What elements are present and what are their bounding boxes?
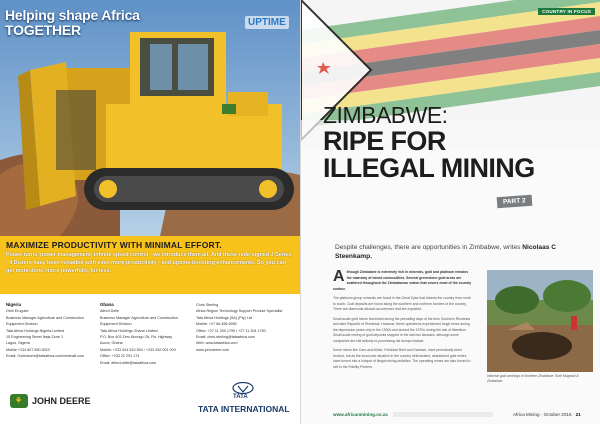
contact-line: Tata Africa Holdings (SA) (Pty) Ltd bbox=[196, 315, 252, 320]
contact-line: Accra, Ghana bbox=[100, 341, 123, 346]
article-headline bbox=[323, 102, 593, 182]
contact-line: Tata Africa Holdings Ghana Limited bbox=[100, 328, 158, 333]
contact-line: Obiri Eruguke bbox=[6, 309, 29, 314]
title-line-3: ILLEGAL MINING bbox=[323, 153, 535, 183]
ad-headline-line2: TOGETHER bbox=[5, 22, 81, 38]
contact-line: Business Manager Agriculture and Construction bbox=[6, 315, 84, 320]
contact-south-africa bbox=[196, 302, 294, 353]
contact-line: Web: www.tataafrica.com bbox=[196, 341, 238, 346]
contact-line: Office: +27 11 200 1790 / +27 11 304 1750 bbox=[196, 328, 266, 333]
contact-line: Mobile: +233 544 510 554 / +233 262 001 009 bbox=[100, 347, 176, 352]
title-line-1: ZIMBABWE: bbox=[323, 102, 448, 128]
footer-issue: October 2016 bbox=[543, 412, 572, 417]
footer-issue-info: Africa Mining · October 2016 · 21 bbox=[513, 412, 581, 417]
standfirst bbox=[335, 243, 585, 261]
contact-line: Email: Oobriotomi@tataafrica.com/nedmail.com bbox=[6, 354, 85, 359]
tata-international-logo: TATA INTERNATIONAL bbox=[198, 404, 290, 414]
ad-slogan: MAXIMIZE PRODUCTIVITY WITH MINIMAL EFFORT. bbox=[6, 240, 222, 250]
tata-wordmark: TATA bbox=[233, 394, 248, 400]
contact-line: Office: +233 22 291 174 bbox=[100, 354, 140, 359]
contact-line: Equipment Division bbox=[6, 322, 38, 327]
contact-region: Ghana bbox=[100, 302, 114, 307]
article-body bbox=[333, 270, 473, 374]
contact-line: Mobile: +27 66 496 6950 bbox=[196, 322, 237, 327]
tata-emblem-icon bbox=[232, 382, 254, 394]
lead-text: lthough Zimbabwe is extremely rich in minerals, gold and platinum remains the mainstay of mined commodities. Several greenstone gold areas are scattered throughout the Zimbabwean craton that covers most of the country surface. bbox=[333, 270, 472, 291]
footer-url[interactable]: www.africanmining.co.za bbox=[333, 412, 388, 417]
contact-line: Email: alfred.delle@tataafrica.com bbox=[100, 360, 157, 365]
mining-site-photo bbox=[487, 270, 593, 372]
footer-magazine: Africa Mining bbox=[513, 412, 540, 417]
ad-contacts bbox=[0, 294, 300, 378]
contact-line: Equipment Division bbox=[100, 322, 132, 327]
contact-ghana bbox=[100, 302, 188, 366]
contact-line: Africa Region Technology Support Product Specialist bbox=[196, 309, 283, 314]
ad-body-text: Power turns, power management, infinite speed control - we introduce them all. And these rede-signed J Series - II Dozers have been reloaded with even more productivity - and uptime-boosting enhancements. So you can get more done, more powerfully, for less. bbox=[6, 252, 292, 274]
john-deere-deer-icon: ⚘ bbox=[10, 394, 28, 408]
uptime-logo: UPTIME bbox=[245, 16, 289, 29]
contact-line: Email: chris.sterling@tataafrica.com bbox=[196, 335, 255, 340]
section-tag: COUNTRY IN FOCUS bbox=[538, 8, 595, 15]
contact-line: Chris Sterling bbox=[196, 303, 219, 307]
body-paragraph: The platinum group minerals are found in the Great Dyke that bisects the country from north to south. Coal deposits are found along the southern and northern borders of the country. There are diamonds alluvial occurrences that are exploited. bbox=[333, 296, 471, 311]
standfirst-text: Despite challenges, there are opportunities in Zimbabwe, writes bbox=[335, 244, 521, 251]
contact-line: Alfred Delle bbox=[100, 309, 120, 314]
part-badge: PART 2 bbox=[497, 195, 532, 208]
ad-headline-line1: Helping shape Africa bbox=[5, 7, 140, 23]
footer-divider bbox=[393, 412, 493, 417]
contact-nigeria bbox=[6, 302, 94, 360]
dozer-hero-image bbox=[0, 0, 300, 236]
ad-logos bbox=[0, 378, 300, 424]
ad-message-band bbox=[0, 236, 300, 294]
body-paragraph: Small-scale gold mines flourished during the prevailing days of the then Southern Rhodesia and later Republic of Rhodesia. However, these operations experienced tough times during the depression years only in the 1930s and around the 1970s during the war of liberation. Small-scale mining of gold deposits stopped in the last two decades, although some companies are still actively re-processing old dumps instead. bbox=[333, 316, 471, 343]
photo-caption: Informal gold workings in Northern Zimbabwe. Ruth Mugodzi & Zimbabwe. bbox=[487, 374, 579, 383]
contact-line: 15 Engineering Street Ikeja Zone 1 bbox=[6, 335, 63, 340]
author-name: Nicolaas C Steenkamp. bbox=[335, 244, 557, 260]
contact-line: Lagos, Nigeria bbox=[6, 341, 30, 346]
contact-line: Mobile +234 807 850 8323 bbox=[6, 347, 50, 352]
contact-line: Business Manager Agriculture and Construction bbox=[100, 315, 178, 320]
page-number: 21 bbox=[575, 412, 581, 417]
contact-line: www.johndeere.com bbox=[196, 347, 230, 352]
drop-cap: A bbox=[333, 268, 345, 285]
article-page bbox=[300, 0, 600, 424]
lead-paragraph bbox=[333, 270, 473, 292]
contact-region: Nigeria bbox=[6, 302, 21, 307]
contact-line: P.O. Box 403 Zero Abongo Oil, Rd. Highway bbox=[100, 335, 173, 340]
john-deere-logo: JOHN DEERE bbox=[32, 396, 91, 406]
page-footer bbox=[301, 408, 600, 424]
body-paragraph: Some mines like Cam-and-Motor, Felicidad Reef and Kwekwe, have periodically been revived, but as the economic situation in the country deteriorated, abandoned gold mines have turned into a hotspot of illegal mining activities. The operating mines are also forced to sell to the Fidelity Printers. bbox=[333, 348, 471, 369]
ad-headline bbox=[5, 8, 140, 38]
title-line-2: RIPE FOR bbox=[323, 126, 446, 156]
contact-line: Tata Africa Holdings Nigeria Limited bbox=[6, 328, 65, 333]
